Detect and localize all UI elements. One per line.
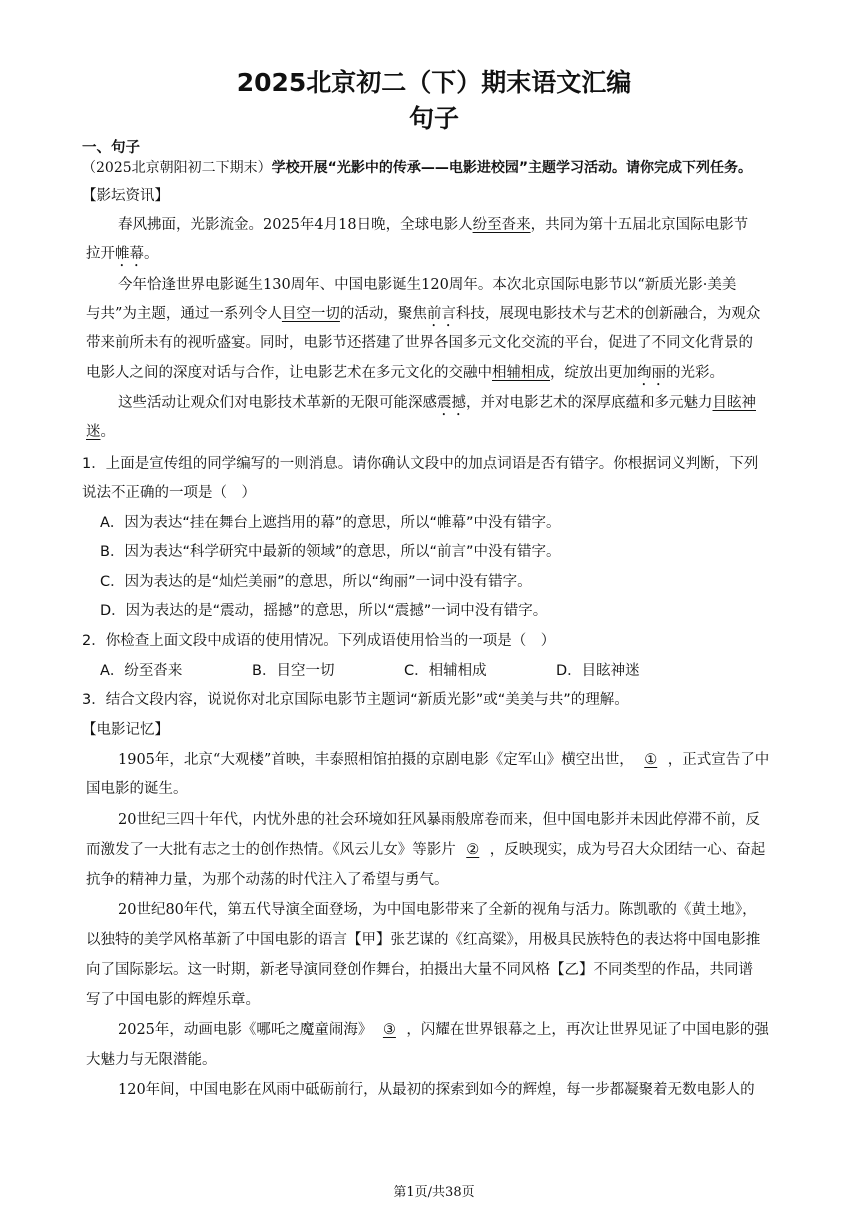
memory-paragraph-3-line-1: 20世纪80年代，第五代导演全面登场，为中国电影带来了全新的视角与活力。陈凯歌的《黄土地》， [118, 902, 757, 918]
task-description: 学校开展“光影中的传承——电影进校园”主题学习活动。请你完成下列任务。 [271, 160, 753, 176]
blank-2: ② [466, 842, 480, 858]
memory-paragraph-1-line-2: 国电影的诞生。 [86, 781, 188, 797]
memory-paragraph-2-line-3: 抗争的精神力量，为那个动荡的时代注入了希望与勇气。 [86, 872, 449, 888]
document-title: 2025北京初二（下）期末语文汇编 [236, 68, 632, 97]
question-2-option-c: C．相辅相成 [404, 663, 487, 679]
question-2-options [100, 661, 708, 681]
question-2-option-a: A．纷至沓来 [100, 663, 183, 679]
task-intro [82, 158, 752, 178]
task-source: （2025北京朝阳初二下期末） [82, 160, 272, 176]
memory-paragraph-3-line-3: 向了国际影坛。这一时期，新老导演同登创作舞台，拍摄出大量不同风格【乙】不同类型的作品，共同谱 [86, 962, 753, 978]
memory-paragraph-3-line-4: 写了中国电影的辉煌乐章。 [86, 992, 260, 1008]
section-heading: 一、句子 [82, 140, 140, 156]
news-paragraph-2-line-4: 电影人之间的深度对话与合作，让电影艺术在多元文化的交融中相辅相成，绽放出更加绚丽的光彩。 [86, 365, 724, 381]
idiom-fen-zhi-ta-lai: 纷至沓来 [472, 217, 531, 233]
document-subtitle: 句子 [408, 104, 459, 133]
memory-paragraph-1-line-1: 1905年，北京“大观楼”首映，丰泰照相馆拍摄的京剧电影《定军山》横空出世， ① ，正式宣告了中 [118, 752, 770, 768]
dotted-word-wei-mu: 帷幕 [115, 246, 144, 262]
section-label-memory: 【电影记忆】 [82, 722, 169, 738]
dotted-word-zhen-han: 震撼 [437, 395, 466, 411]
question-1-stem-line-1: 1．上面是宣传组的同学编写的一则消息。请你确认文段中的加点词语是否有错字。你根据词义判断，下列 [82, 456, 759, 472]
question-2-stem: 2．你检查上面文段中成语的使用情况。下列成语使用恰当的一项是（ ） [82, 633, 556, 649]
news-paragraph-3-line-1: 这些活动让观众们对电影技术革新的无限可能深感震撼，并对电影艺术的深厚底蕴和多元魅力目眩神 [118, 395, 756, 411]
memory-paragraph-4-line-2: 大魅力与无限潜能。 [86, 1052, 217, 1068]
question-1-stem-line-2: 说法不正确的一项是（ ） [82, 485, 256, 501]
question-1-option-a: A．因为表达“挂在舞台上遮挡用的幕”的意思，所以“帷幕”中没有错字。 [100, 515, 561, 531]
question-1-option-c: C．因为表达的是“灿烂美丽”的意思，所以“绚丽”一词中没有错字。 [100, 574, 532, 590]
section-label-news: 【影坛资讯】 [82, 188, 169, 204]
page-number: 第1页/共38页 [393, 1185, 475, 1200]
memory-paragraph-4-line-1: 2025年，动画电影《哪吒之魔童闹海》 ③ ，闪耀在世界银幕之上，再次让世界见证了中国电影的强 [118, 1022, 769, 1038]
question-1-option-b: B．因为表达“科学研究中最新的领域”的意思，所以“前言”中没有错字。 [100, 544, 561, 560]
news-paragraph-3-line-2: 迷。 [86, 424, 115, 440]
news-paragraph-1-line-2: 拉开帷幕。 [86, 246, 159, 262]
question-2-option-b: B．目空一切 [252, 663, 335, 679]
news-paragraph-2-line-2: 与共”为主题，通过一系列令人目空一切的活动，聚焦前言科技，展现电影技术与艺术的创新融合，为观众 [86, 306, 761, 322]
dotted-word-qian-yan: 前言 [426, 306, 456, 322]
idiom-xiang-fu-xiang-cheng: 相辅相成 [492, 365, 550, 381]
idiom-mu-kong-yi-qie: 目空一切 [281, 306, 340, 322]
memory-paragraph-2-line-2: 而激发了一大批有志之士的创作热情。《风云儿女》等影片 ② ，反映现实，成为号召大众团结一心、奋起 [86, 842, 766, 858]
news-paragraph-2-line-3: 带来前所未有的视听盛宴。同时，电影节还搭建了世界各国多元文化交流的平台，促进了不同文化背景的 [86, 335, 753, 351]
memory-paragraph-3-line-2: 以独特的美学风格革新了中国电影的语言【甲】张艺谋的《红高粱》，用极具民族特色的表达将中国电影推 [86, 932, 761, 948]
question-3-stem: 3．结合文段内容，说说你对北京国际电影节主题词“新质光影”或“美美与共”的理解。 [82, 692, 629, 708]
news-paragraph-2-line-1: 今年恰逢世界电影诞生130周年、中国电影诞生120周年。本次北京国际电影节以“新质光影·美美 [118, 277, 737, 293]
news-paragraph-1-line-1: 春风拂面，光影流金。2025年4月18日晚，全球电影人纷至沓来，共同为第十五届北京国际电影节 [118, 217, 749, 233]
idiom-mu-xuan-shen-mi-part-2: 迷 [86, 424, 101, 440]
question-2-option-d: D．目眩神迷 [556, 663, 640, 679]
blank-3: ③ [382, 1022, 396, 1038]
question-1-option-d: D．因为表达的是“震动，摇撼”的意思，所以“震撼”一词中没有错字。 [100, 603, 548, 619]
memory-paragraph-2-line-1: 20世纪三四十年代，内忧外患的社会环境如狂风暴雨般席卷而来，但中国电影并未因此停滞不前，反 [118, 812, 760, 828]
idiom-mu-xuan-shen-mi-part-1: 目眩神 [712, 395, 756, 411]
memory-paragraph-5-line-1: 120年间，中国电影在风雨中砥砺前行，从最初的探索到如今的辉煌，每一步都凝聚着无数电影人的 [118, 1082, 755, 1098]
blank-1: ① [644, 752, 658, 768]
dotted-word-xuan-li: 绚丽 [637, 365, 666, 381]
